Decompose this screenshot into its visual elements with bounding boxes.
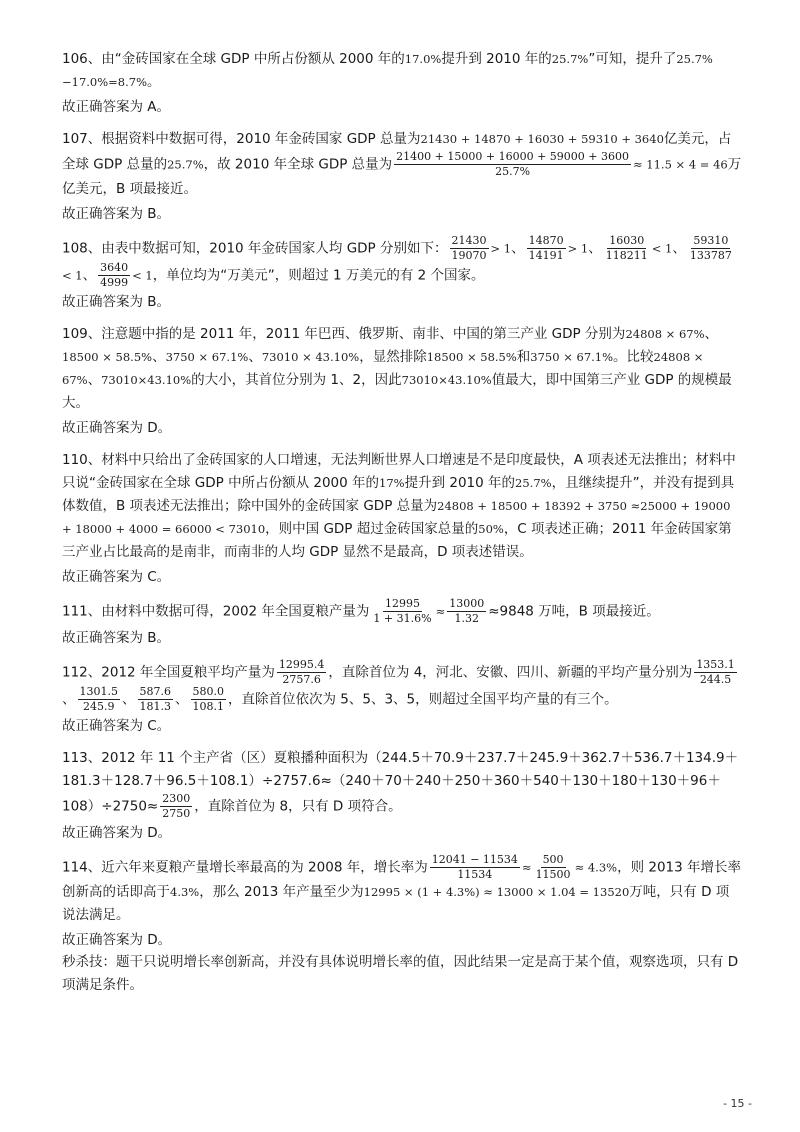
- denominator: 1 + 31.6%: [373, 612, 432, 625]
- math: 24808 × 67%: [625, 327, 705, 341]
- text: ，C 项表述正确；2011 年金砖国家第三产业占比最高的是南非，而南非的人均 GDP 显然不是最高，D 项表述错误。: [62, 521, 732, 560]
- text: 亿美元，: [663, 131, 718, 147]
- text: 。: [147, 74, 161, 90]
- denominator: 14191: [528, 249, 564, 262]
- question-113: [62, 747, 742, 844]
- q111-explanation: [62, 598, 742, 625]
- q106-answer: 故正确答案为 A。: [62, 99, 171, 115]
- q114-quick-tip: 秒杀技：题干只说明增长率创新高，并没有具体说明增长率的值，因此结果一定是高于某个值，观察选项，只有 D 项满足条件。: [62, 954, 739, 993]
- separator: 、: [248, 349, 262, 365]
- text: ，直除首位为 4，河北、安徽、四川、新疆的平均产量分别为: [328, 664, 693, 681]
- text: 的大小，其首位分别为 1、2，因此: [191, 372, 402, 388]
- denominator: 25.7%: [495, 165, 531, 178]
- separator: 、: [122, 691, 136, 708]
- math: 50%: [478, 522, 504, 536]
- q108-answer: 故正确答案为 B。: [62, 294, 171, 310]
- numerator: 14870: [528, 234, 564, 247]
- denominator: 245.9: [83, 700, 115, 713]
- comparison: < 1: [62, 268, 83, 283]
- question-108: [62, 235, 742, 313]
- numerator: 13000: [449, 597, 485, 610]
- denominator: 133787: [689, 249, 732, 262]
- fraction: [191, 686, 227, 713]
- denominator: 118211: [605, 249, 648, 262]
- text: ，则中国 GDP 超过金砖国家总量的: [265, 521, 479, 537]
- denominator: 19070: [451, 249, 487, 262]
- fraction: [394, 151, 631, 178]
- separator: 、: [152, 349, 166, 365]
- denominator: 2757.6: [282, 673, 321, 686]
- text: 占全球 GDP 总量的: [62, 131, 732, 173]
- denominator: 11534: [457, 868, 493, 881]
- numerator: 12995.4: [278, 658, 325, 671]
- q110-answer: 故正确答案为 C。: [62, 569, 171, 585]
- q112-answer: 故正确答案为 C。: [62, 718, 171, 734]
- q108-explanation: [62, 235, 742, 289]
- text: ”可知，提升了: [588, 51, 677, 67]
- numerator: 500: [542, 853, 564, 866]
- q114-explanation: [62, 854, 742, 927]
- fraction: [447, 598, 486, 625]
- q106-explanation: [62, 48, 742, 94]
- math: 18500 × 58.5%: [62, 350, 153, 364]
- math: 25.7%−17.0%=8.7%: [62, 52, 713, 89]
- separator: 、: [511, 240, 525, 257]
- fraction: [450, 235, 489, 262]
- numerator: 580.0: [192, 685, 224, 698]
- comparison: > 1: [490, 241, 512, 256]
- numerator: 3640: [100, 261, 129, 274]
- denominator: 2750: [162, 807, 191, 820]
- math: ≈ 4.3%: [574, 860, 618, 875]
- question-112: [62, 659, 742, 737]
- separator: 、: [672, 240, 686, 257]
- fraction: [534, 854, 573, 881]
- denominator: 11500: [535, 868, 571, 881]
- question-107: [62, 128, 742, 225]
- q110-explanation: [62, 449, 742, 564]
- math: ≈ 11.5 × 4 = 46: [632, 157, 728, 172]
- comparison: < 1: [132, 268, 153, 283]
- math: 12995 × (1 + 4.3%) ≈ 13000 × 1.04 = 13520: [363, 885, 630, 899]
- math: 24808 + 18500 + 18392 + 3750 ≈25000 + 19000 + 18000 + 4000 = 66000 < 73010: [62, 499, 731, 536]
- denominator: 4999: [100, 276, 129, 289]
- fraction: [160, 793, 192, 820]
- math: 25.7%: [515, 476, 552, 490]
- text: 113、2012 年 11 个主产省（区）夏粮播种面积为（244.5＋70.9＋237.7＋245.9＋362.7＋536.7＋134.9＋181.3＋128.7＋96.5＋108.1）÷2757.6≈（240＋70＋240＋250＋360＋540＋130＋180＋130＋96＋108）÷2750≈: [62, 750, 739, 815]
- text: 提升到 2010 年的: [404, 475, 516, 491]
- text: ，单位均为“万美元”，则超过 1 万美元的有 2 个国家。: [152, 267, 485, 284]
- fraction: [138, 686, 174, 713]
- fraction: [527, 235, 566, 262]
- numerator: 1301.5: [79, 685, 118, 698]
- numerator: 21400 + 15000 + 16000 + 59000 + 3600: [396, 150, 629, 163]
- comparison: > 1: [567, 241, 589, 256]
- fraction: [604, 235, 650, 262]
- math: 73010×43.10%: [101, 373, 192, 387]
- text: ，直除首位依次为 5、5、3、5，则超过全国平均产量的有三个。: [228, 691, 618, 708]
- q113-answer: 故正确答案为 D。: [62, 825, 172, 841]
- text: 112、2012 年全国夏粮平均产量为: [62, 664, 275, 681]
- content-column: [62, 48, 742, 1007]
- text: 110、材料中只给出了金砖国家的人口增速，无法判断世界人口增速是不是印度最快，A 项表述无法推出；材料中只说“金砖国家在全球 GDP 中所占份额从 2000 年的: [62, 452, 736, 491]
- fraction: [371, 598, 433, 625]
- separator: 、: [175, 691, 189, 708]
- text: 提升到 2010 年的: [441, 51, 552, 67]
- fraction: [98, 262, 130, 289]
- math: 73010 × 43.10%: [261, 350, 360, 364]
- fraction: [277, 659, 327, 686]
- separator: 、: [588, 240, 602, 257]
- text: ，直除首位为 8，只有 D 项符合。: [194, 798, 402, 815]
- numerator: 21430: [451, 234, 487, 247]
- numerator: 16030: [609, 234, 645, 247]
- fraction: [78, 686, 121, 713]
- math: 17.0%: [404, 52, 442, 66]
- q109-answer: 故正确答案为 D。: [62, 420, 172, 436]
- numerator: 59310: [693, 234, 729, 247]
- math: 21430 + 14870 + 16030 + 59310 + 3640: [420, 132, 664, 146]
- text: 114、近六年来夏粮产量增长率最高的为 2008 年，增长率为: [62, 859, 428, 876]
- question-110: [62, 449, 742, 588]
- numerator: 12995: [385, 597, 420, 610]
- q111-answer: 故正确答案为 B。: [62, 630, 171, 646]
- fraction: [694, 659, 737, 686]
- question-109: [62, 323, 742, 439]
- numerator: 587.6: [139, 685, 171, 698]
- math: 18500 × 58.5%: [426, 350, 517, 364]
- text: ，那么 2013 年产量至少为: [199, 884, 364, 900]
- separator: 、: [82, 267, 97, 284]
- denominator: 1.32: [454, 612, 479, 625]
- q114-answer: 故正确答案为 D。: [62, 932, 172, 948]
- text: 万亿美元，B 项最接近。: [62, 156, 742, 197]
- denominator: 108.1: [192, 700, 224, 713]
- text: ，则 2013 年增长率创新高的话即高于: [62, 859, 742, 900]
- math: ≈: [435, 604, 446, 619]
- math: 73010×43.10%: [401, 373, 492, 387]
- text: ，故 2010 年全球 GDP 总量为: [203, 156, 393, 173]
- math: ≈: [521, 860, 532, 875]
- text: ，且继续提升”，并没有提到具体数值，B 项表述无法推出；除中国外的金砖国家 GDP 总量为: [62, 475, 735, 514]
- text: 107、根据资料中数据可得，2010 年金砖国家 GDP 总量为: [62, 131, 421, 147]
- math: 4.3%: [170, 885, 200, 899]
- page-number: - 15 -: [723, 1097, 752, 1110]
- math: 24808 × 67%: [62, 350, 704, 387]
- question-111: [62, 598, 742, 649]
- q113-explanation: [62, 747, 742, 820]
- separator: 、: [704, 326, 719, 342]
- text: 111、由材料中数据可得，2002 年全国夏粮产量为: [62, 603, 370, 620]
- fraction: [430, 854, 520, 881]
- text: 万吨，只有 D 项说法满足。: [62, 884, 730, 923]
- q109-explanation: [62, 323, 742, 415]
- text: ，显然排除: [359, 349, 427, 365]
- question-114: [62, 854, 742, 997]
- text: 109、注意题中指的是 2011 年，2011 年巴西、俄罗斯、南非、中国的第三产业 GDP 分别为: [62, 326, 626, 342]
- fraction: [688, 235, 734, 262]
- text: ≈9848 万吨，B 项最接近。: [488, 603, 660, 620]
- text: 106、由“金砖国家在全球 GDP 中所占份额从 2000 年的: [62, 51, 405, 67]
- q107-answer: 故正确答案为 B。: [62, 206, 171, 222]
- q107-explanation: [62, 128, 742, 201]
- denominator: 244.5: [699, 673, 732, 686]
- math: 25.7%: [551, 52, 589, 66]
- math: 17%: [379, 476, 405, 490]
- question-106: [62, 48, 742, 118]
- separator: 、: [62, 691, 76, 708]
- text: 108、由表中数据可知，2010 年金砖国家人均 GDP 分别如下：: [62, 240, 448, 257]
- text: 。比较: [613, 349, 654, 365]
- text: 和: [516, 349, 531, 365]
- math: 25.7%: [167, 157, 204, 172]
- q112-explanation: [62, 659, 742, 713]
- denominator: 181.3: [139, 700, 171, 713]
- numerator: 2300: [162, 792, 191, 805]
- comparison: < 1: [651, 241, 673, 256]
- separator: 、: [87, 372, 102, 388]
- numerator: 1353.1: [696, 658, 735, 671]
- math: 3750 × 67.1%: [165, 350, 249, 364]
- math: 3750 × 67.1%: [530, 350, 614, 364]
- numerator: 12041 − 11534: [431, 853, 518, 866]
- text: 值最大，即中国第三产业 GDP 的规模最大。: [62, 372, 732, 411]
